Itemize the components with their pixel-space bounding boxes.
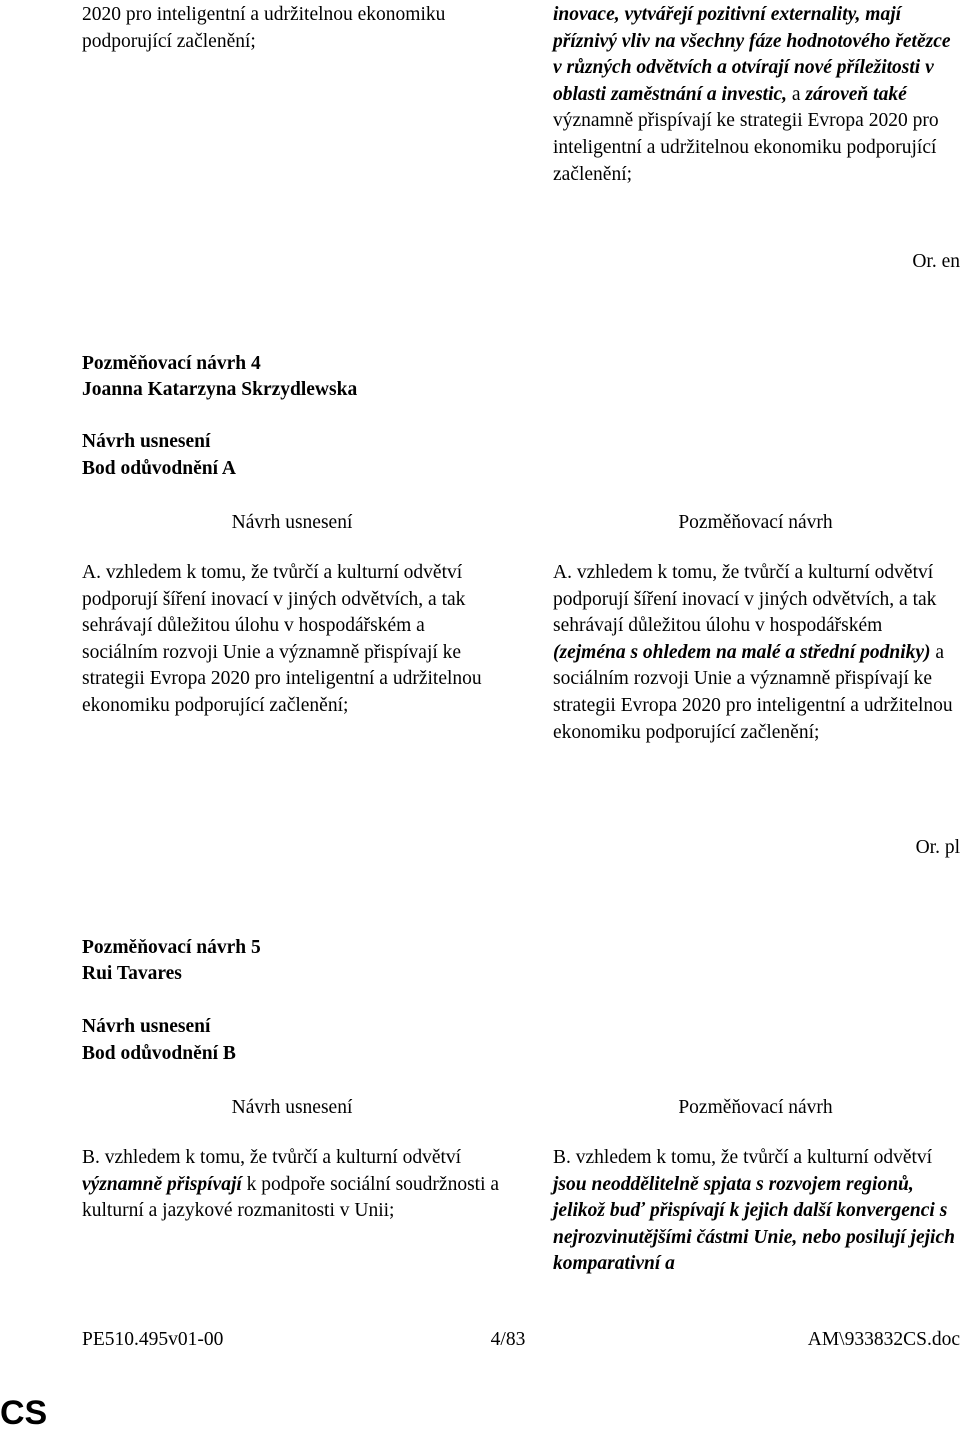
column-head-amendment: Pozměňovací návrh (678, 1097, 833, 1118)
column-head-original: Návrh usnesení (231, 512, 353, 533)
text-segment: a (787, 83, 806, 105)
amendment-title: Pozměňovací návrh 5 (82, 937, 261, 958)
amendment-clause: Bod odůvodnění A (82, 458, 236, 479)
amendment-clause: Bod odůvodnění B (82, 1043, 236, 1064)
continued-text-left: 2020 pro inteligentní a udržitelnou ekonomiku podporující začlenění; (82, 4, 446, 52)
column-head-original: Návrh usnesení (231, 1097, 353, 1118)
file-name: AM\933832CS.doc (807, 1329, 960, 1350)
document-reference: PE510.495v01-00 (82, 1329, 224, 1350)
continued-text-right (553, 2, 958, 188)
original-text: A. vzhledem k tomu, že tvůrčí a kulturní odvětví podporují šíření inovací v jiných odvětvích, a tak sehrávají důležitou úlohu v hospodářském a sociálním rozvoji Unie a významně přispívají ke strategii Evropa 2020 pro inteligentní a udržitelnou ekonomiku podporující začlenění; (82, 562, 482, 716)
language-code: CS (0, 1394, 48, 1432)
text-segment: B. vzhledem k tomu, že tvůrčí a kulturní odvětví (82, 1147, 462, 1168)
page-number: 4/83 (490, 1329, 526, 1350)
text-segment: A. vzhledem k tomu, že tvůrčí a kulturní odvětví podporují šíření inovací v jiných odvětvích, a tak sehrávají důležitou úlohu v hospodářském (553, 562, 937, 637)
origin-language: Or. pl (915, 837, 960, 858)
text-segment: B. vzhledem k tomu, že tvůrčí a kulturní odvětví (553, 1147, 933, 1168)
amendment-section: Návrh usnesení (82, 1016, 211, 1037)
text-segment: k podpoře sociální soudržnosti a kulturní a jazykové rozmanitosti v Unii; (82, 1173, 500, 1222)
amended-text (553, 1145, 958, 1278)
text-segment: a sociálním rozvoji Unie a významně přispívají ke strategii Evropa 2020 pro inteligentní a udržitelnou ekonomiku podporující začlenění; (553, 641, 953, 743)
amendment-title: Pozměňovací návrh 4 (82, 353, 261, 374)
emphasized-text: významně přispívají (82, 1173, 242, 1195)
text-segment: významně přispívají ke strategii Evropa 2020 pro inteligentní a udržitelnou ekonomiku podporující začlenění; (553, 110, 939, 185)
emphasized-text: inovace, vytvářejí pozitivní externality, mají příznivý vliv na všechny fáze hodnotového řetězce v různých odvětvích a otvírají nové příležitosti v oblasti zaměstnání a investic, (553, 4, 951, 105)
column-head-amendment: Pozměňovací návrh (678, 512, 833, 533)
emphasized-text: jsou neoddělitelně spjata s rozvojem regionů, jelikož buď přispívají k jejich další konvergenci s nejrozvinutějšími částmi Unie, nebo posilují jejich komparativní a (553, 1173, 955, 1275)
amended-text (553, 560, 958, 746)
original-text (82, 1145, 502, 1225)
amendment-author: Joanna Katarzyna Skrzydlewska (82, 379, 358, 400)
amendment-section: Návrh usnesení (82, 431, 211, 452)
amendment-author: Rui Tavares (82, 963, 182, 984)
emphasized-text: zároveň také (805, 83, 907, 105)
emphasized-text: (zejména s ohledem na malé a střední podniky) (553, 641, 931, 663)
origin-language: Or. en (912, 251, 960, 272)
